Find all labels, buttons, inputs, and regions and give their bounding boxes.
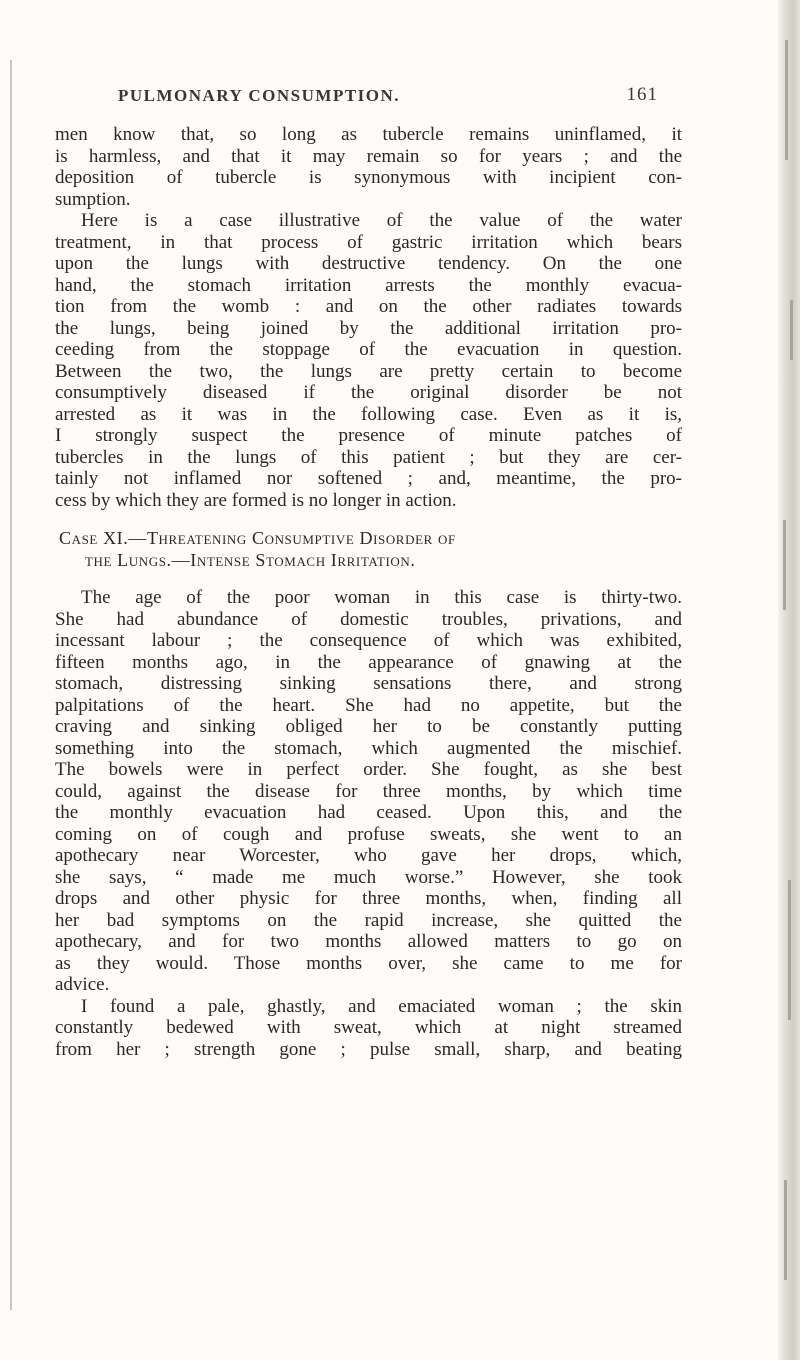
text-line: The bowels were in perfect order. She fought, as she best bbox=[55, 759, 682, 780]
case-heading-line: the Lungs.—Intense Stomach Irritation. bbox=[85, 550, 416, 570]
text-line: apothecary, and for two months allowed matters to go on bbox=[55, 931, 682, 952]
page-gutter-shadow bbox=[10, 60, 12, 1310]
text-line: cess by which they are formed is no longer in action. bbox=[55, 489, 457, 511]
text-line: tubercles in the lungs of this patient ; but they are cer- bbox=[55, 446, 682, 468]
page-number: 161 bbox=[626, 84, 658, 105]
text-line: arrested as it was in the following case. Even as it is, bbox=[55, 403, 682, 425]
text-line: palpitations of the heart. She had no appetite, but the bbox=[55, 694, 682, 716]
text-line: tion from the womb : and on the other radiates towards bbox=[55, 296, 682, 317]
text-line: men know that, so long as tubercle remains uninflamed, it bbox=[55, 124, 682, 145]
text-line: is harmless, and that it may remain so for years ; and the bbox=[55, 145, 682, 167]
running-title: PULMONARY CONSUMPTION. bbox=[118, 86, 401, 105]
text-line: She had abundance of domestic troubles, privations, and bbox=[55, 608, 682, 630]
text-line: ceeding from the stoppage of the evacuation in question. bbox=[55, 339, 682, 360]
text-line: Here is a case illustrative of the value of the water bbox=[81, 210, 682, 231]
text-line: advice. bbox=[55, 974, 110, 995]
text-line: coming on of cough and profuse sweats, she went to an bbox=[55, 823, 682, 845]
text-line: she says, “ made me much worse.” However, she took bbox=[55, 866, 682, 888]
body-text bbox=[55, 124, 682, 1060]
text-line: I found a pale, ghastly, and emaciated woman ; the skin bbox=[81, 995, 682, 1017]
text-line: deposition of tubercle is synonymous with incipient con- bbox=[55, 167, 682, 188]
text-line: consumptively diseased if the original disorder be not bbox=[55, 382, 682, 403]
text-line: something into the stomach, which augmented the mischief. bbox=[55, 737, 682, 759]
page-right-edge bbox=[778, 0, 800, 1360]
paragraph-2 bbox=[55, 210, 682, 511]
text-line: upon the lungs with destructive tendency. On the one bbox=[55, 253, 682, 274]
text-line: the monthly evacuation had ceased. Upon this, and the bbox=[55, 802, 682, 823]
text-line: fifteen months ago, in the appearance of gnawing at the bbox=[55, 651, 682, 673]
text-line: could, against the disease for three months, by which time bbox=[55, 780, 682, 802]
text-line: as they would. Those months over, she came to me for bbox=[55, 952, 682, 974]
text-line: apothecary near Worcester, who gave her drops, which, bbox=[55, 845, 682, 866]
text-line: constantly bedewed with sweat, which at night streamed bbox=[55, 1017, 682, 1038]
text-line: the lungs, being joined by the additional irritation pro- bbox=[55, 317, 682, 339]
text-line: incessant labour ; the consequence of which was exhibited, bbox=[55, 630, 682, 651]
case-heading bbox=[55, 527, 682, 571]
text-line: treatment, in that process of gastric irritation which bears bbox=[55, 231, 682, 253]
paragraph-1 bbox=[55, 124, 682, 210]
text-line: drops and other physic for three months, when, finding all bbox=[55, 888, 682, 909]
text-line: sumption. bbox=[55, 188, 131, 210]
text-line: tainly not inflamed nor softened ; and, meantime, the pro- bbox=[55, 468, 682, 489]
text-line: hand, the stomach irritation arrests the monthly evacua- bbox=[55, 274, 682, 296]
case-heading-line: Case XI.—Threatening Consumptive Disorder of bbox=[59, 528, 456, 548]
text-line: from her ; strength gone ; pulse small, sharp, and beating bbox=[55, 1038, 682, 1060]
text-line: Between the two, the lungs are pretty certain to become bbox=[55, 360, 682, 382]
text-line: her bad symptoms on the rapid increase, she quitted the bbox=[55, 909, 682, 931]
text-line: craving and sinking obliged her to be constantly putting bbox=[55, 716, 682, 737]
text-line: The age of the poor woman in this case is thirty-two. bbox=[81, 587, 682, 608]
text-line: I strongly suspect the presence of minute patches of bbox=[55, 425, 682, 446]
text-line: stomach, distressing sinking sensations there, and strong bbox=[55, 673, 682, 694]
running-head bbox=[118, 86, 658, 112]
paragraph-4 bbox=[55, 996, 682, 1061]
paragraph-3 bbox=[55, 587, 682, 996]
